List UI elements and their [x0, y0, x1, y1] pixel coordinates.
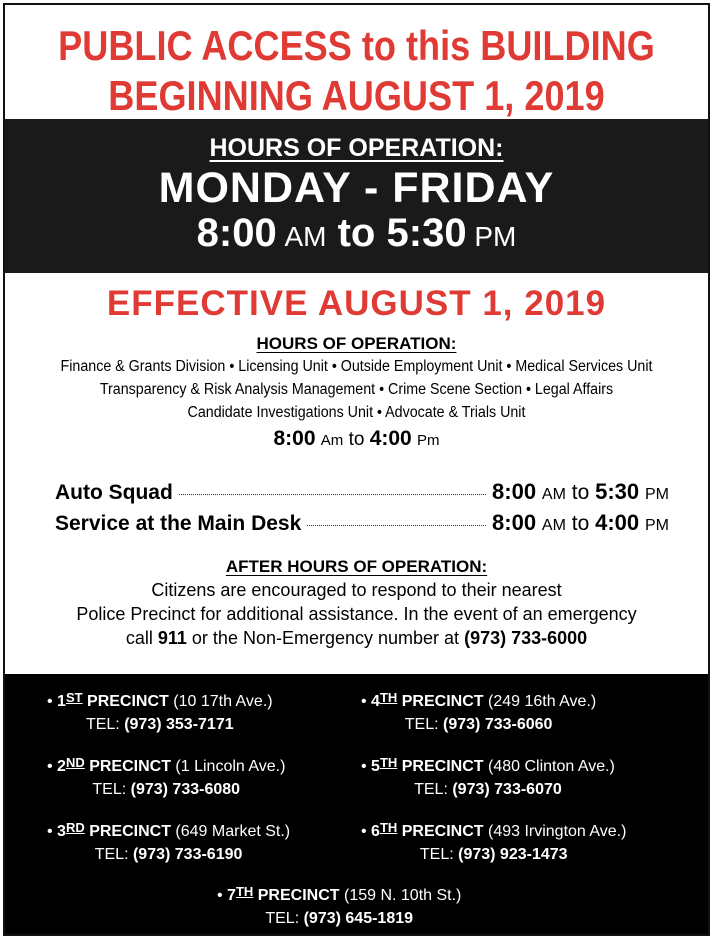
units-line-3: Candidate Investigations Unit • Advocate & Trials Unit — [187, 404, 526, 421]
headline-line-2: BEGINNING AUGUST 1, 2019 — [108, 72, 605, 119]
effective-open-time: 8:00 — [273, 427, 316, 450]
units-line-1: Finance & Grants Division • Licensing Unit • Outside Employment Unit • Medical Services Unit — [60, 358, 653, 375]
current-days: MONDAY - FRIDAY — [158, 164, 555, 212]
precinct-6-tel: TEL: (973) 923-1473 — [419, 846, 568, 863]
effective-hours-header: HOURS OF OPERATION: — [256, 334, 457, 353]
after-hours-line-2: Police Precinct for additional assistance. In the event of an emergency — [76, 604, 637, 624]
dotted-leader — [179, 494, 486, 495]
current-close-time: 5:30 — [386, 211, 467, 255]
precinct-6: • 6TH PRECINCT (493 Irvington Ave.) TEL: (973) 923-1473 — [361, 816, 626, 866]
current-hours-header: HOURS OF OPERATION: — [209, 134, 504, 162]
special-hours-row — [55, 479, 669, 505]
precinct-5-tel: TEL: (973) 733-6070 — [414, 781, 562, 798]
effective-close-time: 4:00 — [369, 427, 412, 450]
emergency-number: 911 — [157, 628, 187, 648]
dotted-leader — [307, 525, 486, 526]
precinct-5: • 5TH PRECINCT (480 Clinton Ave.) TEL: (973) 733-6070 — [361, 751, 615, 801]
precinct-3: • 3RD PRECINCT (649 Market St.) TEL: (973) 733-6190 — [47, 816, 290, 866]
units-line-2: Transparency & Risk Analysis Management • Crime Scene Section • Legal Affairs — [99, 381, 614, 398]
non-emergency-number: (973) 733-6000 — [464, 628, 588, 648]
effective-open-ampm: Am — [320, 432, 344, 449]
precinct-7-tel: TEL: (973) 645-1819 — [265, 910, 414, 927]
current-open-ampm: AM — [284, 221, 327, 252]
precinct-1: • 1ST PRECINCT (10 17th Ave.) TEL: (973) 353-7171 — [47, 686, 273, 736]
precinct-1-tel: TEL: (973) 353-7171 — [85, 716, 234, 733]
headline — [54, 5, 659, 119]
special-hours-row — [55, 510, 669, 536]
precinct-4-tel: TEL: (973) 733-6060 — [404, 716, 553, 733]
special-hours-label: Auto Squad — [55, 481, 173, 504]
special-hours-value: 8:00 AM to 5:30 PM — [492, 479, 669, 504]
headline-line-1: PUBLIC ACCESS to this BUILDING — [58, 22, 655, 69]
after-hours-header: AFTER HOURS OF OPERATION: — [225, 557, 488, 576]
precinct-directory — [5, 674, 708, 934]
units-list — [33, 355, 680, 424]
special-hours-value: 8:00 AM to 4:00 PM — [492, 510, 669, 535]
effective-hours — [5, 426, 708, 454]
effective-close-ampm: Pm — [417, 432, 440, 449]
current-open-time: 8:00 — [196, 211, 277, 255]
effective-title: EFFECTIVE AUGUST 1, 2019 — [106, 284, 607, 323]
precinct-3-tel: TEL: (973) 733-6190 — [94, 846, 243, 863]
current-hours-band — [5, 119, 708, 273]
after-hours-line-1: Citizens are encouraged to respond to their nearest — [151, 580, 562, 600]
current-close-ampm: PM — [474, 221, 517, 252]
notice-poster — [3, 3, 710, 936]
current-time — [5, 211, 708, 259]
after-hours-line-3: call 911 or the Non-Emergency number at (973) 733-6000 — [125, 628, 588, 648]
precinct-7: • 7TH PRECINCT (159 N. 10th St.) TEL: (973) 645-1819 — [217, 880, 461, 930]
after-hours-section — [5, 556, 708, 650]
special-hours-label: Service at the Main Desk — [55, 512, 302, 535]
current-to: to — [337, 211, 376, 255]
effective-to: to — [348, 429, 365, 450]
precinct-4: • 4TH PRECINCT (249 16th Ave.) TEL: (973) 733-6060 — [361, 686, 596, 736]
precinct-2: • 2ND PRECINCT (1 Lincoln Ave.) TEL: (973) 733-6080 — [47, 751, 285, 801]
precinct-2-tel: TEL: (973) 733-6080 — [92, 781, 241, 798]
